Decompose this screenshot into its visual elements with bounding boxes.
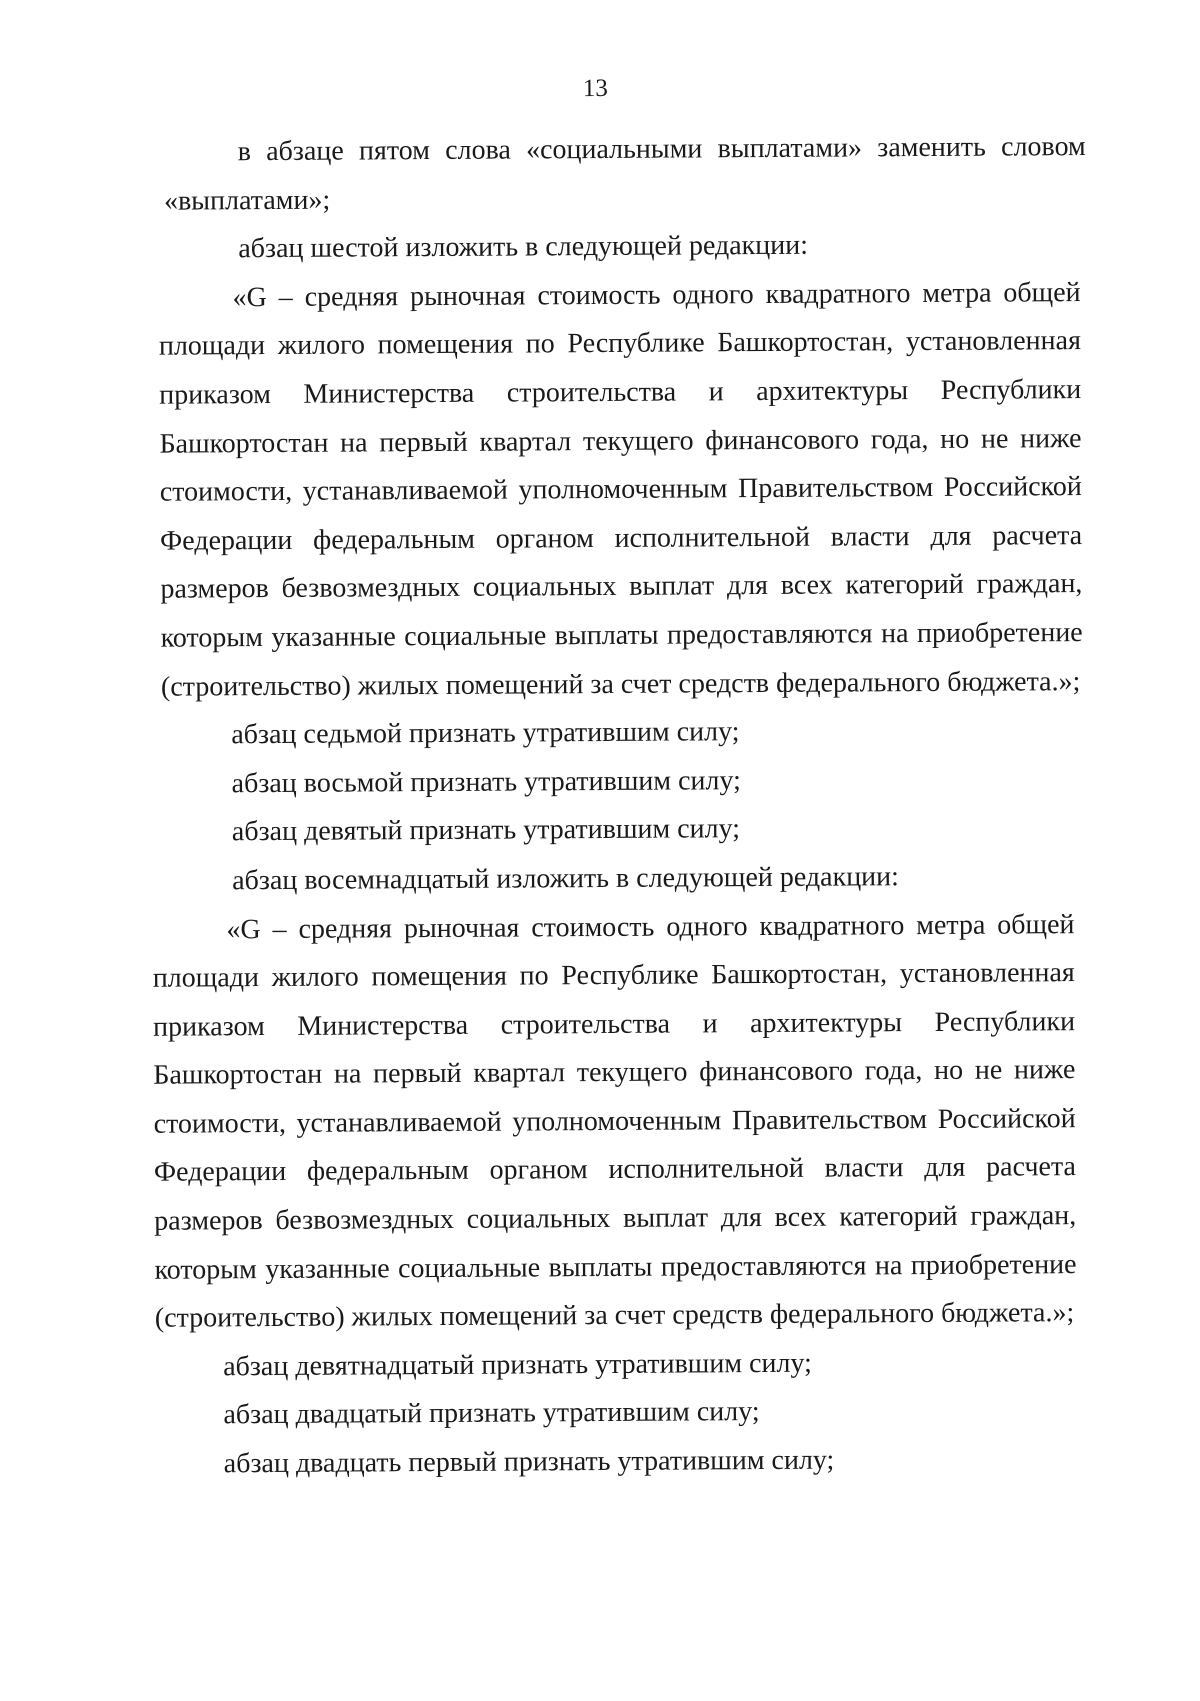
document-body xyxy=(152,123,1088,1489)
paragraph: абзац восьмой признать утратившим силу; xyxy=(231,764,741,799)
paragraph: абзац восемнадцатый изложить в следующей редакции: xyxy=(232,861,899,897)
paragraph: абзац девятый признать утратившим силу; xyxy=(231,813,741,848)
paragraph: абзац двадцатый признать утратившим силу; xyxy=(223,1396,760,1431)
quoted-definition-paragraph: «G – средняя рыночная стоимость одного квадратного метра общей площади жилого помещения по Республике Башкортостан, установленная приказом Министерства строительства и архитектуры Республики Башкортостан на первый квартал текущего финансового года, но не ниже стоимости, устанавливаемой уполномоченным Правительством Российской Федерации федеральным органом исполнительной власти для расчета размеров безвозмездных социальных выплат для всех категорий граждан, которым указанные социальные выплаты предоставляются на приобретение (строительство) жилых помещений за счет средств федерального бюджета.»; xyxy=(152,908,1077,1334)
paragraph: абзац шестой изложить в следующей редакции: xyxy=(238,229,809,265)
page-number: 13 xyxy=(582,74,608,103)
paragraph: абзац двадцать первый признать утратившим силу; xyxy=(223,1444,835,1480)
quoted-definition-paragraph: «G – средняя рыночная стоимость одного квадратного метра общей площади жилого помещения по Республике Башкортостан, установленная приказом Министерства строительства и архитектуры Республики Башкортостан на первый квартал текущего финансового года, но не ниже стоимости, устанавливаемой уполномоченным Правительством Российской Федерации федеральным органом исполнительной власти для расчета размеров безвозмездных социальных выплат для всех категорий граждан, которым указанные социальные выплаты предоставляются на приобретение (строительство) жилых помещений за счет средств федерального бюджета.»; xyxy=(158,276,1083,703)
paragraph: абзац седьмой признать утратившим силу; xyxy=(231,716,740,751)
paragraph: абзац девятнадцатый признать утратившим силу; xyxy=(223,1347,812,1383)
paragraph: в абзаце пятом слова «социальными выплатами» заменить словом «выплатами»; xyxy=(163,131,1086,217)
